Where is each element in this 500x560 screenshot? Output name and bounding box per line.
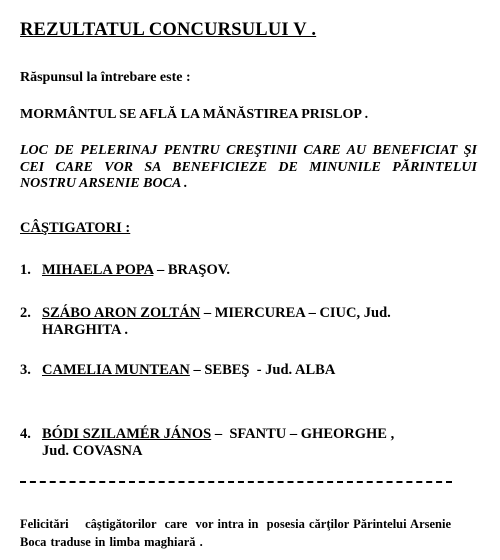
winner-number: 3. (20, 362, 31, 378)
winner-item (20, 362, 335, 379)
winner-name: SZÁBO ARON ZOLTÁN (42, 305, 201, 321)
winner-location: – SEBEŞ - Jud. ALBA (189, 362, 336, 378)
winner-item (20, 426, 394, 460)
dashed-divider (20, 481, 452, 483)
winners-heading: CÂŞTIGATORI : (20, 220, 131, 236)
winner-location: – BRAŞOV. (153, 262, 230, 278)
answer-text: MORMÂNTUL SE AFLĂ LA MĂNĂSTIREA PRISLOP . (20, 107, 369, 122)
winner-location: – SFANTU – GHEORGHE , (211, 426, 395, 442)
winner-number: 2. (20, 305, 31, 321)
winner-number: 1. (20, 262, 31, 278)
winner-name: MIHAELA POPA (42, 262, 154, 278)
answer-label: Răspunsul la întrebare este : (20, 70, 191, 85)
winner-item (20, 305, 391, 339)
winner-name: BÓDI SZILAMÉR JÁNOS (42, 426, 212, 442)
pilgrimage-paragraph: LOC DE PELERINAJ PENTRU CREŞTINII CARE AU BENEFICIAT ŞI CEI CARE VOR SA BENEFICIEZE DE MINUNILE PĂRINTELUI NOSTRU ARSENIE BOCA . (20, 143, 477, 191)
winner-item (20, 262, 230, 279)
winner-location: – MIERCUREA – CIUC, Jud. (200, 305, 391, 321)
winner-number: 4. (20, 426, 31, 442)
page-title: REZULTATUL CONCURSULUI V . (20, 20, 317, 40)
winner-location-continued: HARGHITA . (42, 322, 128, 338)
winner-location-continued: Jud. COVASNA (42, 443, 143, 459)
congratulations-text: Felicitări câştigătorilor care vor intra in posesia cărţilor Părintelui Arsenie Boca traduse in limba maghiară . (20, 517, 456, 549)
winner-name: CAMELIA MUNTEAN (42, 362, 190, 378)
